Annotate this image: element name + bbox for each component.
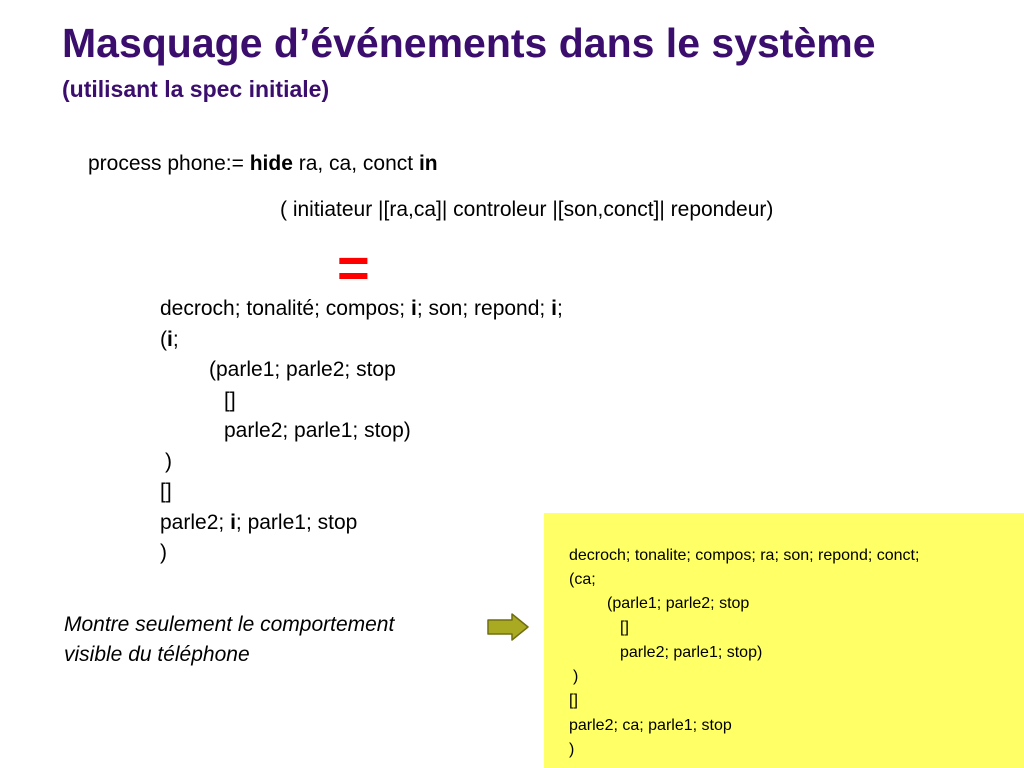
- hide-keyword: hide: [249, 152, 293, 175]
- equals-sign: =: [337, 236, 370, 299]
- behavior-note: [64, 610, 394, 670]
- slide-title: Masquage d’événements dans le système: [62, 20, 876, 66]
- right-arrow-icon: [486, 613, 530, 641]
- expansion-line-7: []: [160, 480, 172, 503]
- expansion-text: ; parle1; stop: [235, 511, 358, 534]
- expansion-line-5: parle2; parle1; stop): [224, 419, 411, 442]
- expansion-line-3: (parle1; parle2; stop: [209, 358, 396, 381]
- expansion-text: (: [160, 328, 167, 351]
- expansion-text: decroch; tonalité; compos;: [160, 297, 406, 320]
- result-line-8: parle2; ca; parle1; stop: [569, 717, 732, 734]
- process-composition-line: ( initiateur |[ra,ca]| controleur |[son,conct]| repondeur): [280, 198, 774, 221]
- result-line-6: ): [573, 668, 579, 685]
- slide-subtitle: (utilisant la spec initiale): [62, 76, 330, 102]
- result-line-9: ): [569, 741, 575, 758]
- internal-action: i: [410, 297, 417, 320]
- expansion-line-6: ): [165, 450, 172, 473]
- note-line-1: Montre seulement le comportement: [64, 613, 395, 636]
- internal-action: i: [551, 297, 557, 320]
- hidden-events: ra, ca, conct: [298, 152, 414, 175]
- note-line-2: visible du téléphone: [64, 643, 250, 666]
- internal-action: i: [167, 328, 173, 351]
- result-line-2: (ca;: [569, 571, 596, 588]
- result-line-7: []: [569, 692, 578, 709]
- result-line-4: []: [620, 619, 629, 636]
- result-line-3: (parle1; parle2; stop: [607, 595, 750, 612]
- result-line-1: decroch; tonalite; compos; ra; son; repond; conct;: [569, 547, 920, 564]
- expansion-text: parle2;: [160, 511, 225, 534]
- process-definition-line: [88, 151, 438, 177]
- expansion-line-9: ): [160, 541, 167, 564]
- expansion-line-2: [160, 327, 179, 353]
- internal-action: i: [230, 511, 236, 534]
- expansion-text: ;: [556, 297, 563, 320]
- result-line-5: parle2; parle1; stop): [620, 644, 763, 661]
- expansion-text: ; son; repond;: [416, 297, 546, 320]
- expansion-line-1: [160, 296, 563, 322]
- process-prefix: process phone:=: [88, 152, 244, 175]
- expansion-text: ;: [172, 328, 179, 351]
- visible-behavior-box: [544, 513, 1024, 768]
- expansion-line-8: [160, 510, 357, 536]
- in-keyword: in: [418, 152, 438, 175]
- expansion-line-4: []: [224, 389, 236, 412]
